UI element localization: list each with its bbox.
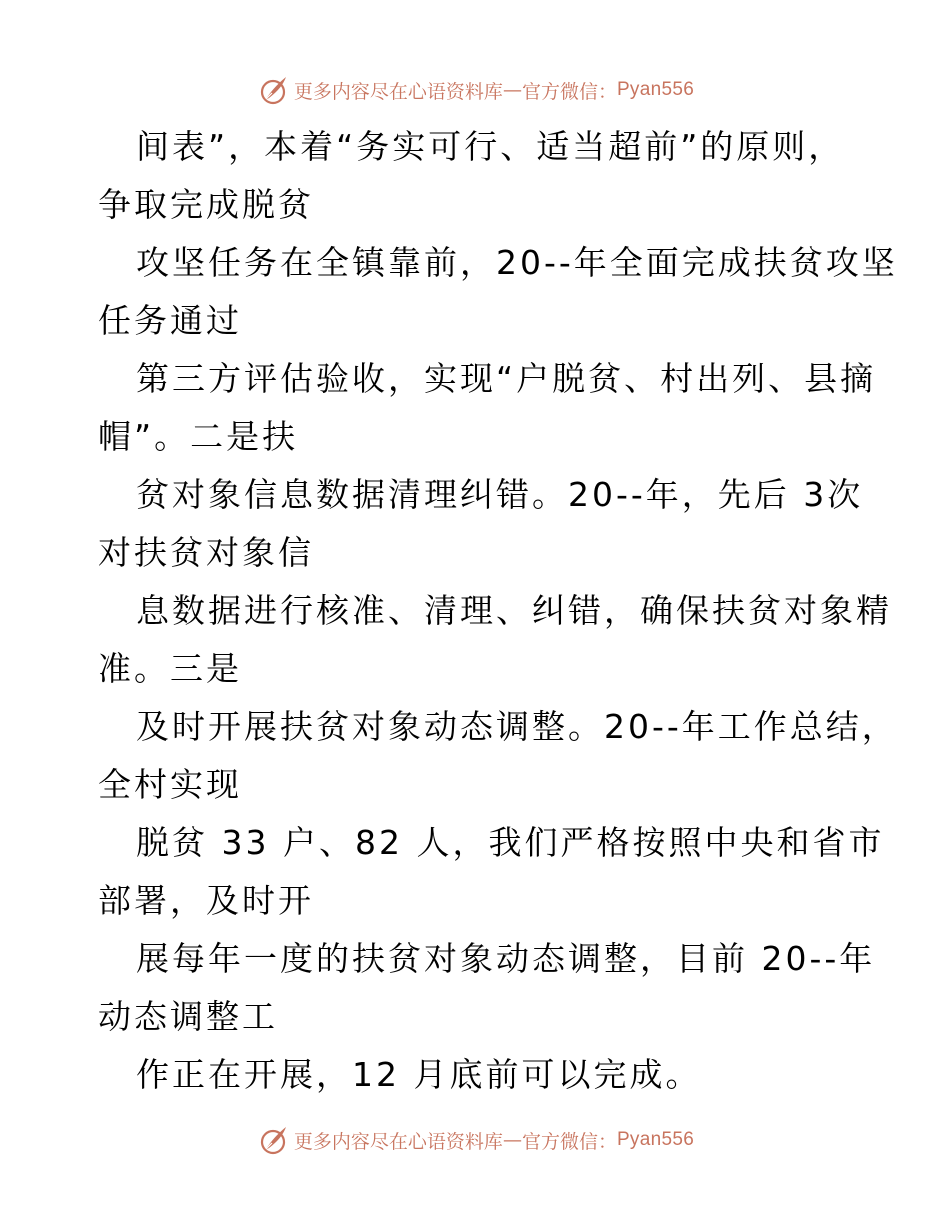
body-line: 攻坚任务在全镇靠前，20--年全面完成扶贫攻坚 — [136, 243, 898, 282]
body-line: 动态调整工 — [98, 997, 278, 1036]
body-line: 作正在开展，12 月底前可以完成。 — [136, 1055, 702, 1094]
body-line: 全村实现 — [98, 765, 242, 804]
body-line: 帽”。二是扶 — [98, 417, 299, 456]
header-separator: — — [502, 79, 522, 101]
body-line: 对扶贫对象信 — [98, 533, 314, 572]
quill-pen-logo-icon — [256, 73, 290, 107]
body-line: 间表”，本着“务实可行、适当超前”的原则， — [136, 127, 845, 166]
body-line: 任务通过 — [98, 301, 242, 340]
body-line: 准。三是 — [98, 649, 242, 688]
body-line: 部署，及时开 — [98, 881, 314, 920]
document-body — [98, 118, 898, 1104]
header-wechat-id: Pyan556 — [616, 79, 695, 100]
header-watermark-banner — [0, 70, 950, 110]
footer-site-text: 更多内容尽在心语资料库 — [293, 1130, 503, 1153]
body-line: 展每年一度的扶贫对象动态调整，目前 20--年 — [136, 939, 876, 978]
body-line: 争取完成脱贫 — [98, 185, 314, 224]
body-line: 第三方评估验收，实现“户脱贫、村出列、县摘 — [136, 359, 877, 398]
body-line: 及时开展扶贫对象动态调整。20--年工作总结， — [136, 707, 898, 746]
footer-separator: — — [502, 1129, 522, 1151]
body-line: 贫对象信息数据清理纠错。20--年，先后 3次 — [136, 475, 864, 514]
body-line: 息数据进行核准、清理、纠错，确保扶贫对象精 — [136, 591, 892, 630]
footer-watermark-banner — [0, 1120, 950, 1160]
header-official-text: 官方微信： — [521, 80, 617, 103]
body-line: 脱贫 33 户、82 人，我们严格按照中央和省市 — [136, 823, 885, 862]
header-site-text: 更多内容尽在心语资料库 — [293, 80, 503, 103]
footer-wechat-id: Pyan556 — [616, 1129, 695, 1150]
quill-pen-logo-icon — [256, 1123, 290, 1157]
footer-official-text: 官方微信： — [521, 1130, 617, 1153]
